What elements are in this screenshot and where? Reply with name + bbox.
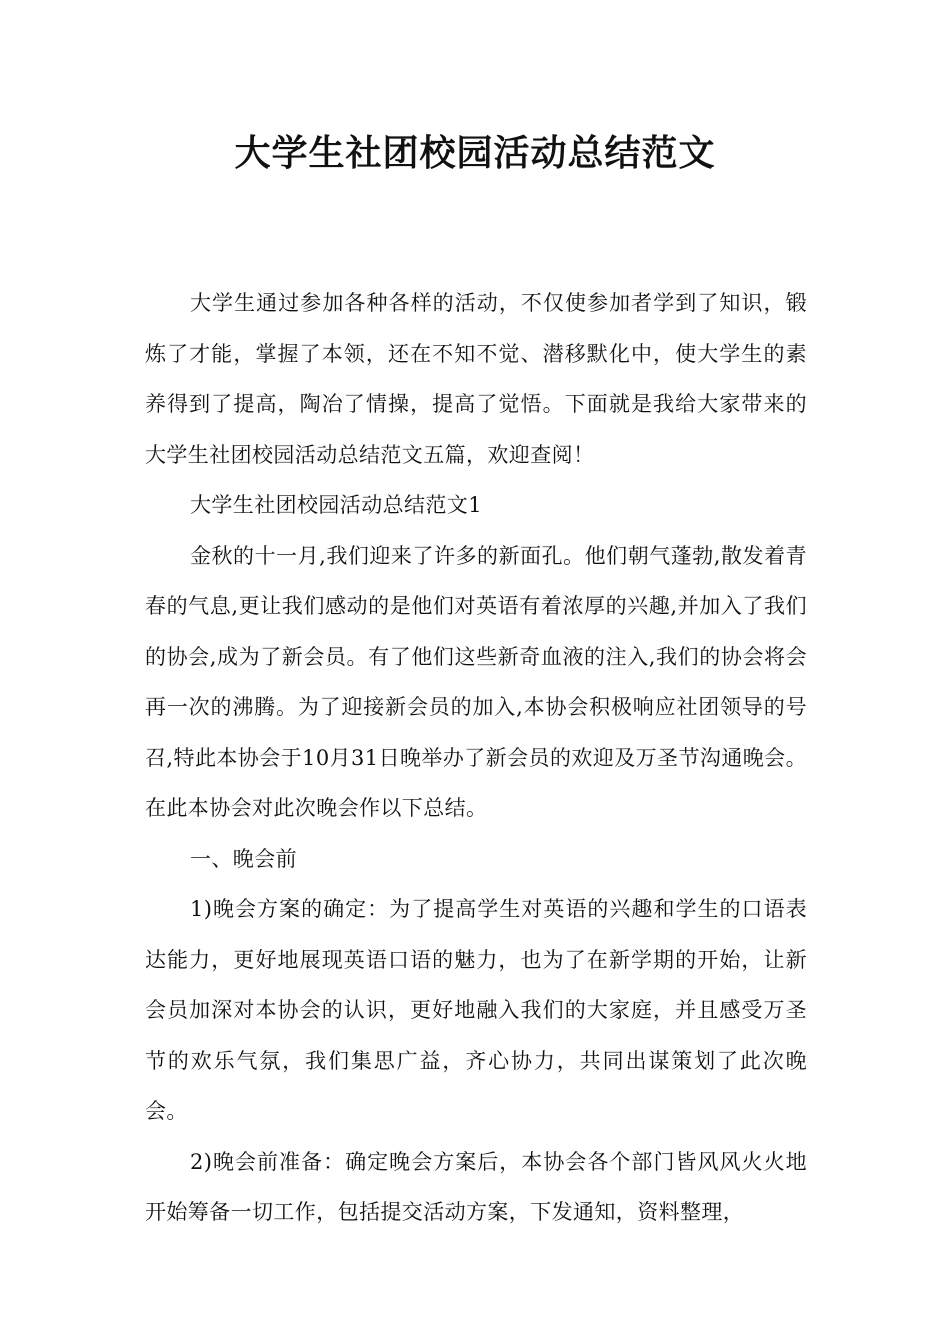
body-paragraph: 1)晚会方案的确定：为了提高学生对英语的兴趣和学生的口语表达能力，更好地展现英语口语的魅力，也为了在新学期的开始，让新会员加深对本协会的认识，更好地融入我们的大家庭，并且感受万圣节的欢乐气氛，我们集思广益，齐心协力，共同出谋策划了此次晚会。 [145,897,807,1123]
document-body [145,278,807,1238]
subsection-heading: 一、晚会前 [190,846,297,871]
intro-paragraph: 大学生通过参加各种各样的活动，不仅使参加者学到了知识，锻炼了才能，掌握了本领，还在不知不觉、潜移默化中，使大学生的素养得到了提高，陶冶了情操，提高了觉悟。下面就是我给大家带来的大学生社团校园活动总结范文五篇，欢迎查阅！ [145,291,807,467]
body-paragraph: 金秋的十一月,我们迎来了许多的新面孔。他们朝气蓬勃,散发着青春的气息,更让我们感动的是他们对英语有着浓厚的兴趣,并加入了我们的协会,成为了新会员。有了他们这些新奇血液的注入,我们的协会将会再一次的沸腾。为了迎接新会员的加入,本协会积极响应社团领导的号召,特此本协会于10月31日晚举办了新会员的欢迎及万圣节沟通晚会。在此本协会对此次晚会作以下总结。 [145,543,807,820]
document-title: 大学生社团校园活动总结范文 [234,133,716,174]
body-paragraph: 2)晚会前准备：确定晚会方案后，本协会各个部门皆风风火火地开始筹备一切工作，包括提交活动方案，下发通知，资料整理， [145,1149,807,1224]
section-heading: 大学生社团校园活动总结范文1 [190,493,482,517]
